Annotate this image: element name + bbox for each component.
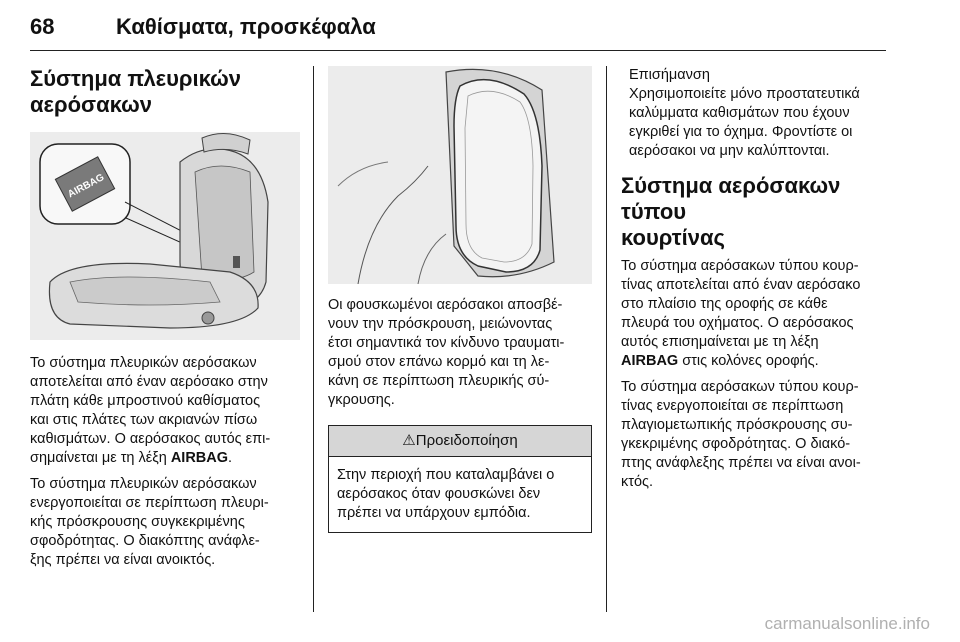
warning-header xyxy=(329,426,591,457)
text-line: Χρησιμοποιείτε μόνο προστατευτικά xyxy=(629,86,860,102)
running-title: Καθίσματα, προσκέφαλα xyxy=(116,14,376,39)
text-line: κάνη σε περίπτωση πλευρικής σύ- xyxy=(328,373,550,389)
text-line: στο πλαίσιο της οροφής σε κάθε xyxy=(621,296,828,312)
column-1 xyxy=(30,56,300,570)
curtain-airbag-paragraph-2 xyxy=(621,378,891,492)
text-line: αποτελείται από έναν αερόσακο στην xyxy=(30,374,268,390)
inflated-side-airbag-figure xyxy=(328,66,592,284)
section-heading-side-airbag xyxy=(30,66,300,118)
warning-body xyxy=(329,457,591,532)
text-line: τίνας ενεργοποιείται σε περίπτωση xyxy=(621,398,844,414)
text-line: πλαγιομετωπικής πρόσκρουσης συ- xyxy=(621,417,853,433)
watermark: carmanualsonline.info xyxy=(764,614,930,633)
warning-text xyxy=(337,466,583,523)
text-line: Το σύστημα αερόσακων τύπου κουρ- xyxy=(621,379,859,395)
note-title: Επισήμανση xyxy=(629,67,710,83)
page-header xyxy=(30,14,886,51)
column-3 xyxy=(621,66,891,492)
column-2 xyxy=(328,66,592,533)
airbag-badge-text: AIRBAG xyxy=(66,172,107,201)
text-line: νουν την πρόσκρουση, μειώνοντας xyxy=(328,316,553,332)
text-line: καθισμάτων. Ο αερόσακος αυτός επι- xyxy=(30,431,271,447)
text-line: αερόσακοι να μην καλύπτονται. xyxy=(629,143,830,159)
text-line: εγκριθεί για το όχημα. Φροντίστε οι xyxy=(629,124,853,140)
warning-triangle-icon: ⚠ xyxy=(402,432,416,449)
airbag-label-bold: AIRBAG xyxy=(170,450,229,466)
airbag-label-bold: AIRBAG xyxy=(621,353,679,369)
text-line: έτσι σημαντικά τον κίνδυνο τραυματι- xyxy=(328,335,565,351)
note-block xyxy=(629,66,891,161)
column-divider-right xyxy=(606,66,607,612)
text-line: πλευρά του οχήματος. Ο αερόσακος xyxy=(621,315,854,331)
text-line: πτης ανάφλεξης πρέπει να είναι ανοι- xyxy=(621,455,861,471)
column-divider-left xyxy=(313,66,314,612)
text-line: στις κολόνες οροφής. xyxy=(678,353,819,369)
side-airbag-paragraph-1 xyxy=(30,354,300,468)
text-line: και στις πλάτες των ακριανών πίσω xyxy=(30,412,258,428)
curtain-airbag-paragraph-1 xyxy=(621,257,891,371)
page-number: 68 xyxy=(30,14,55,39)
text-line: Στην περιοχή που καταλαμβάνει ο xyxy=(337,467,555,483)
text-line: τίνας αποτελείται από έναν αερόσακο xyxy=(621,277,861,293)
text-line: πλάτη κάθε μπροστινού καθίσματος xyxy=(30,393,261,409)
text-line: αερόσακος όταν φουσκώνει δεν xyxy=(337,486,541,502)
text-line: κής πρόσκρουσης συγκεκριμένης xyxy=(30,514,245,530)
text-line: Οι φουσκωμένοι αερόσακοι αποσβέ- xyxy=(328,297,563,313)
text-line: γκρουσης. xyxy=(328,392,395,408)
heading-line: αερόσακων xyxy=(30,92,152,117)
text-line: ενεργοποιείται σε περίπτωση πλευρι- xyxy=(30,495,269,511)
text-line: πρέπει να υπάρχουν εμπόδια. xyxy=(337,505,531,521)
text-line: . xyxy=(228,450,233,466)
inflated-airbag-paragraph xyxy=(328,296,592,410)
text-line: Το σύστημα αερόσακων τύπου κουρ- xyxy=(621,258,859,274)
heading-line: κουρτίνας xyxy=(621,225,725,250)
text-line: Το σύστημα πλευρικών αερόσακων xyxy=(30,476,257,492)
warning-box xyxy=(328,425,592,533)
text-line: σημαίνεται με τη λέξη xyxy=(30,450,171,466)
text-line: ξης πρέπει να είναι ανοικτός. xyxy=(30,552,216,568)
heading-line: Σύστημα αερόσακων τύπου xyxy=(621,173,841,224)
seat-side-airbag-figure xyxy=(30,132,300,340)
text-line: κτός. xyxy=(621,474,654,490)
text-line: αυτός επισημαίνεται με τη λέξη xyxy=(621,334,819,350)
text-line: Το σύστημα πλευρικών αερόσακων xyxy=(30,355,257,371)
heading-line: Σύστημα πλευρικών xyxy=(30,66,241,91)
text-line: καλύμματα καθισμάτων που έχουν xyxy=(629,105,850,121)
warning-title: Προειδοποίηση xyxy=(415,432,518,449)
section-heading-curtain-airbag xyxy=(621,173,891,251)
text-line: σμού στον επάνω κορμό και τη λε- xyxy=(328,354,550,370)
side-airbag-paragraph-2 xyxy=(30,475,300,570)
text-line: σφοδρότητας. Ο διακόπτης ανάφλε- xyxy=(30,533,260,549)
text-line: γκεκριμένης σφοδρότητας. Ο διακό- xyxy=(621,436,851,452)
